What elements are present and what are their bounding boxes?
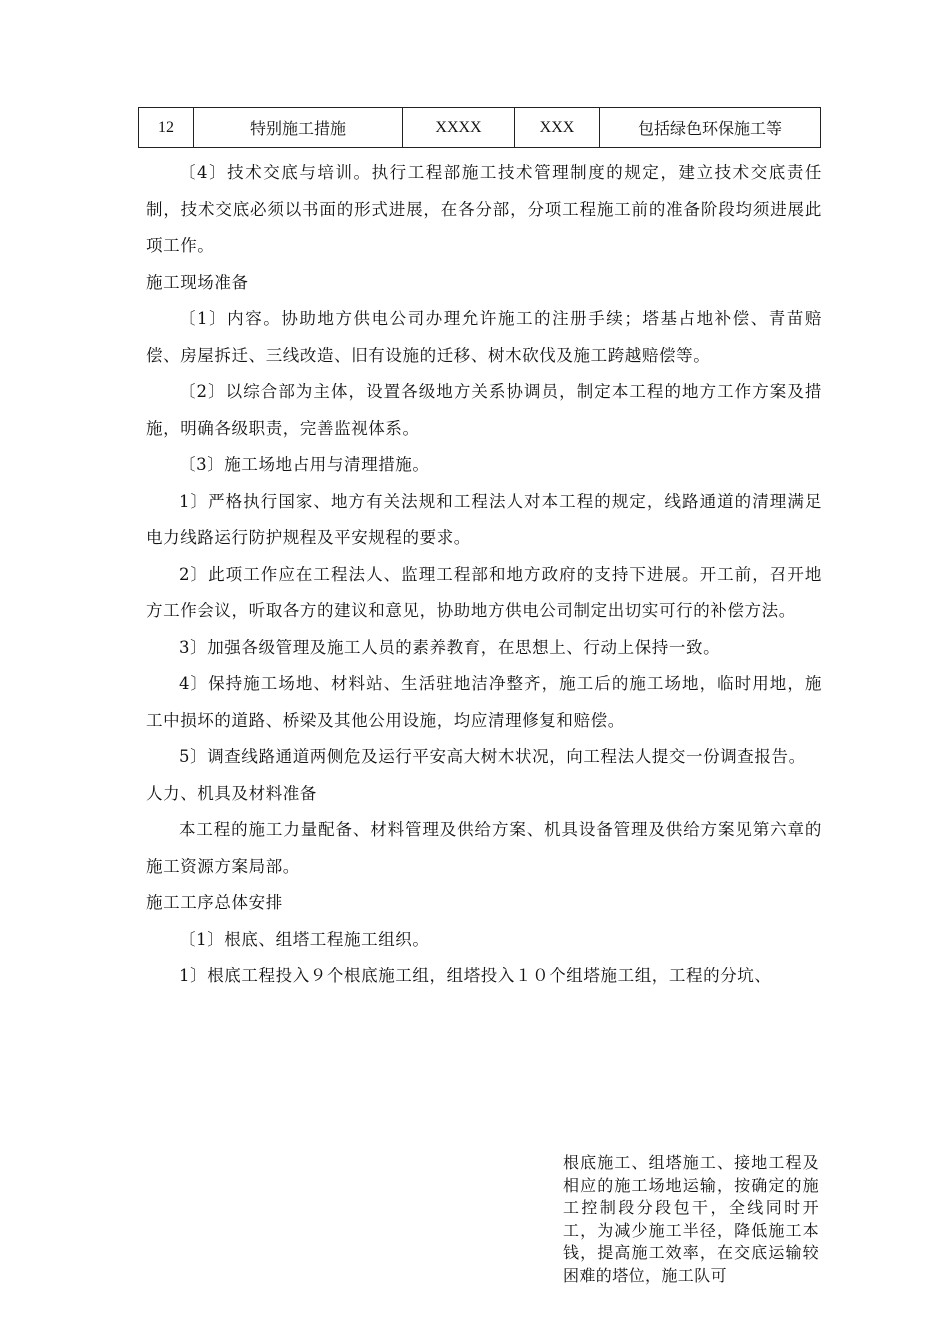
paragraph: 〔2〕以综合部为主体，设置各级地方关系协调员，制定本工程的地方工作方案及措施，明确各级职责，完善监视体系。 xyxy=(146,382,822,438)
section-heading: 人力、机具及材料准备 xyxy=(146,783,317,803)
work-item-table xyxy=(138,107,821,148)
paragraph: 1〕严格执行国家、地方有关法规和工程法人对本工程的规定，线路通道的清理满足电力线路运行防护规程及平安规程的要求。 xyxy=(146,491,822,547)
section-heading: 施工工序总体安排 xyxy=(146,893,283,912)
cell-item: 特别施工措施 xyxy=(194,108,403,148)
cell-note: 包括绿色环保施工等 xyxy=(600,108,821,148)
paragraph: 〔1〕内容。协助地方供电公司办理允许施工的注册手续；塔基占地补偿、青苗赔偿、房屋拆迁、三线改造、旧有设施的迁移、树木砍伐及施工跨越赔偿等。 xyxy=(146,309,822,365)
paragraph: 〔4〕技术交底与培训。执行工程部施工技术管理制度的规定，建立技术交底责任制，技术交底必须以书面的形式进展，在各分部，分项工程施工前的准备阶段均须进展此项工作。 xyxy=(146,163,822,255)
cell-no: 12 xyxy=(139,108,194,148)
paragraph: 2〕此项工作应在工程法人、监理工程部和地方政府的支持下进展。开工前，召开地方工作会议，听取各方的建议和意见，协助地方供电公司制定出切实可行的补偿方法。 xyxy=(146,564,822,620)
paragraph: 4〕保持施工场地、材料站、生活驻地洁净整齐，施工后的施工场地，临时用地，施工中损坏的道路、桥梁及其他公用设施，均应清理修复和赔偿。 xyxy=(146,674,822,730)
paragraph: 5〕调查线路通道两侧危及运行平安高大树木状况，向工程法人提交一份调查报告。 xyxy=(179,747,806,766)
section-heading: 施工现场准备 xyxy=(146,272,249,292)
paragraph: 本工程的施工力量配备、材料管理及供给方案、机具设备管理及供给方案见第六章的施工资源方案局部。 xyxy=(146,820,822,876)
table-row xyxy=(139,108,821,148)
continuation-text-block: 根底施工、组塔施工、接地工程及相应的施工场地运输，按确定的施工控制段分段包干，全线同时开工，为减少施工半径，降低施工本钱，提高施工效率，在交底运输较困难的塔位，施工队可 xyxy=(563,1153,819,1285)
paragraph: 3〕加强各级管理及施工人员的素养教育，在思想上、行动上保持一致。 xyxy=(179,637,721,657)
document-body xyxy=(146,155,822,995)
cell-col3: XXXX xyxy=(403,108,515,148)
paragraph: 1〕根底工程投入９个根底施工组，组塔投入１０个组塔施工组，工程的分坑、 xyxy=(179,966,772,985)
cell-col4: XXX xyxy=(515,108,600,148)
paragraph: 〔3〕施工场地占用与清理措施。 xyxy=(179,455,430,474)
paragraph: 〔1〕根底、组塔工程施工组织。 xyxy=(179,929,430,949)
